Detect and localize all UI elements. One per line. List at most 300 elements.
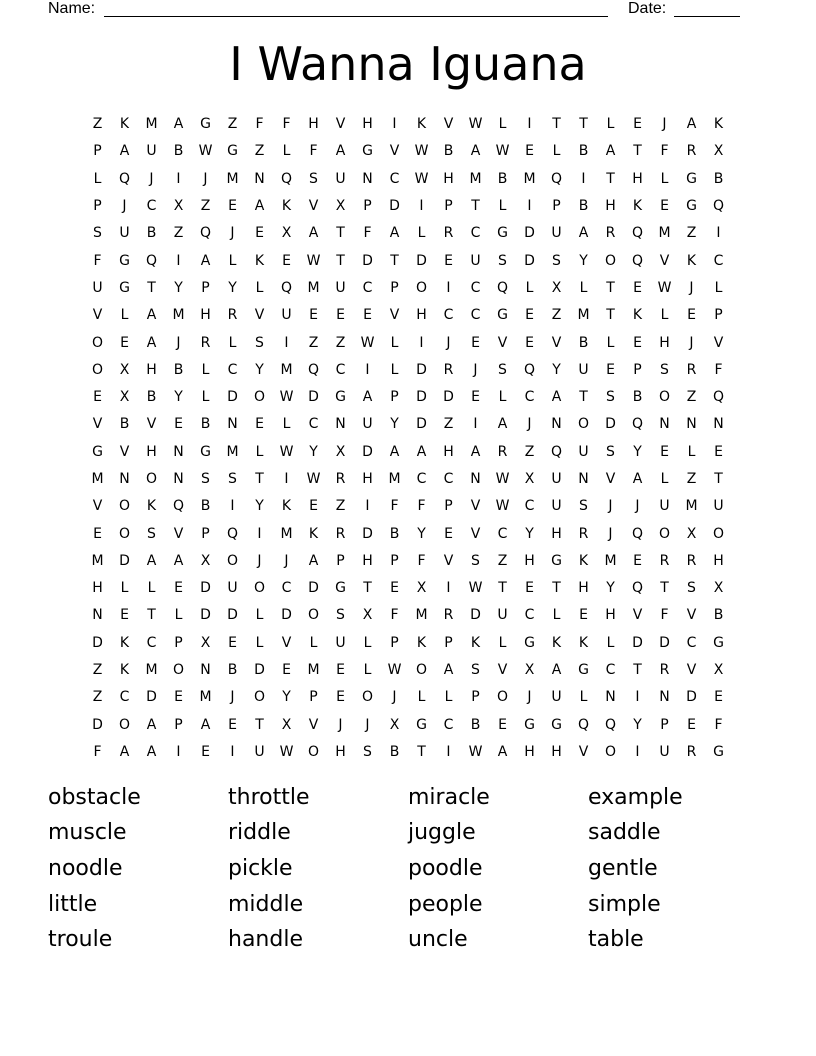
grid-letter: Q [631,225,644,242]
grid-letter: E [120,607,129,624]
grid-letter: G [200,443,211,460]
word-bank-word: people [408,891,483,917]
grid-letter: D [362,525,373,542]
grid-letter: E [444,525,453,542]
grid-letter: F [93,252,102,269]
grid-letter: P [309,689,318,706]
word-bank-word: saddle [588,820,661,846]
grid-letter: B [497,170,508,187]
grid-letter: O [658,389,671,406]
grid-letter: W [306,252,321,269]
grid-row [84,411,732,438]
grid-letter: V [470,525,481,542]
grid-letter: D [281,607,292,624]
grid-letter: F [282,116,291,133]
grid-letter: R [686,143,697,160]
grid-letter: N [119,471,130,487]
grid-letter: L [417,689,426,706]
grid-letter: Q [604,716,617,733]
grid-letter: M [685,498,698,515]
grid-letter: L [687,443,696,460]
grid-letter: P [93,143,102,160]
grid-letter: C [443,716,454,733]
word-bank-word: riddle [228,820,291,846]
grid-letter: X [335,443,346,460]
grid-letter: F [93,743,102,760]
grid-letter: D [227,389,238,406]
grid-letter: M [307,279,320,296]
grid-letter: T [390,252,399,269]
grid-letter: Z [227,116,238,133]
grid-letter: O [253,389,266,406]
grid-row [84,357,732,384]
grid-letter: W [279,443,294,460]
grid-letter: H [146,361,157,378]
grid-letter: E [714,443,723,460]
grid-letter: D [200,607,211,624]
grid-letter: P [444,498,453,515]
grid-letter: V [254,307,265,324]
grid-row [84,684,732,711]
grid-letter: P [390,389,399,406]
grid-letter: E [174,689,183,706]
grid-letter: S [228,471,237,487]
grid-letter: U [227,580,238,597]
grid-letter: Q [577,716,590,733]
grid-letter: L [255,607,264,624]
grid-letter: C [389,170,400,187]
grid-letter: L [309,634,318,651]
grid-letter: W [198,143,213,160]
grid-letter: H [362,552,373,569]
grid-letter: U [551,498,562,515]
grid-letter: H [632,170,643,187]
grid-letter: R [686,361,697,378]
grid-letter: K [632,198,643,215]
grid-letter: Q [199,225,212,242]
grid-letter: T [714,471,723,487]
grid-letter: I [365,361,370,378]
grid-letter: D [119,552,130,569]
grid-letter: E [525,307,534,324]
grid-letter: J [473,361,478,378]
grid-letter: B [200,416,211,433]
grid-letter: P [660,716,669,733]
grid-letter: V [308,198,319,215]
grid-letter: G [713,634,724,651]
grid-letter: N [173,471,184,487]
grid-letter: P [471,689,480,706]
grid-letter: I [230,498,235,515]
grid-letter: L [552,607,561,624]
grid-letter: L [255,279,264,296]
grid-letter: O [172,662,185,679]
grid-letter: P [714,307,723,324]
grid-letter: J [365,716,370,733]
grid-letter: A [308,552,319,569]
grid-letter: D [416,416,427,433]
grid-letter: E [174,580,183,597]
grid-letter: K [632,307,643,324]
grid-letter: T [633,143,642,160]
grid-letter: T [498,580,507,597]
grid-letter: C [470,307,481,324]
grid-letter: D [416,361,427,378]
grid-letter: A [389,443,400,460]
grid-letter: M [172,307,185,324]
grid-letter: S [579,498,588,515]
grid-letter: D [254,662,265,679]
grid-letter: A [146,334,157,351]
grid-letter: G [551,552,562,569]
grid-letter: F [309,143,318,160]
grid-letter: C [713,252,724,269]
grid-letter: M [280,525,293,542]
grid-letter: V [119,443,130,460]
grid-letter: D [443,389,454,406]
grid-letter: A [470,443,481,460]
grid-letter: T [147,607,156,624]
grid-letter: C [524,389,535,406]
grid-letter: J [527,416,532,433]
grid-letter: D [659,634,670,651]
grid-letter: X [389,716,400,733]
grid-letter: K [119,662,130,679]
grid-letter: Z [254,143,265,160]
grid-letter: I [581,170,586,187]
grid-row [84,466,732,493]
grid-letter: P [201,279,210,296]
grid-letter: V [92,498,103,515]
grid-letter: R [605,225,616,242]
grid-letter: D [308,389,319,406]
grid-letter: L [174,607,183,624]
grid-letter: Z [92,689,103,706]
grid-letter: I [446,580,451,597]
grid-row [84,138,732,165]
grid-letter: A [632,471,643,487]
grid-letter: C [416,471,427,487]
worksheet-header [48,0,748,22]
grid-letter: G [335,580,346,597]
grid-letter: D [524,252,535,269]
grid-letter: A [497,416,508,433]
grid-letter: P [174,716,183,733]
grid-letter: L [120,307,129,324]
grid-letter: B [146,389,157,406]
name-label: Name: [48,0,96,17]
grid-letter: T [255,471,264,487]
grid-letter: V [389,307,400,324]
grid-letter: B [713,607,724,624]
grid-letter: E [633,552,642,569]
grid-letter: O [604,252,617,269]
word-bank-word: juggle [408,820,476,846]
grid-letter: L [606,634,615,651]
grid-letter: W [495,143,510,160]
grid-letter: G [713,743,724,760]
word-bank-row [48,922,768,958]
grid-letter: D [146,689,157,706]
word-bank-word: troule [48,927,113,953]
grid-letter: B [389,743,400,760]
grid-letter: J [257,552,262,569]
grid-letter: V [443,552,454,569]
grid-letter: E [498,716,507,733]
grid-letter: K [686,252,697,269]
grid-letter: E [525,334,534,351]
grid-letter: Q [523,361,536,378]
grid-letter: E [336,689,345,706]
word-bank-word: middle [228,891,304,917]
grid-letter: K [254,252,265,269]
grid-letter: J [446,334,451,351]
grid-letter: U [713,498,724,515]
grid-letter: U [659,498,670,515]
grid-letter: U [470,252,481,269]
grid-row [84,193,732,220]
grid-letter: F [417,552,426,569]
grid-letter: A [200,252,211,269]
grid-letter: D [92,634,103,651]
grid-letter: W [279,743,294,760]
grid-letter: O [658,525,671,542]
grid-letter: Q [631,580,644,597]
grid-letter: Q [172,498,185,515]
grid-row [84,220,732,247]
grid-letter: C [470,225,481,242]
grid-letter: S [498,252,507,269]
grid-letter: C [308,416,319,433]
grid-letter: H [551,525,562,542]
grid-letter: E [282,662,291,679]
date-blank-line [674,16,740,17]
grid-letter: Z [335,498,346,515]
grid-letter: W [414,143,429,160]
grid-letter: L [201,361,210,378]
word-bank-word: simple [588,891,661,917]
grid-letter: T [471,198,480,215]
grid-letter: W [495,471,510,487]
grid-letter: Y [552,361,561,378]
grid-letter: D [632,634,643,651]
grid-letter: O [145,471,158,487]
grid-letter: H [443,170,454,187]
grid-letter: R [686,743,697,760]
grid-letter: E [336,662,345,679]
grid-letter: B [443,143,454,160]
word-bank-word: example [588,784,683,810]
grid-letter: B [173,143,184,160]
grid-letter: Q [631,416,644,433]
grid-letter: N [200,662,211,679]
grid-letter: U [578,443,589,460]
word-bank-row [48,851,768,887]
grid-letter: L [417,225,426,242]
grid-letter: I [284,334,289,351]
grid-letter: L [282,416,291,433]
grid-letter: C [497,525,508,542]
grid-letter: I [230,743,235,760]
grid-letter: B [470,716,481,733]
grid-letter: Q [226,525,239,542]
grid-row [84,302,732,329]
grid-letter: Z [443,416,454,433]
grid-letter: S [660,361,669,378]
grid-letter: A [146,716,157,733]
grid-letter: W [387,662,402,679]
grid-letter: Y [390,416,399,433]
grid-letter: Z [200,198,211,215]
grid-letter: M [91,552,104,569]
grid-letter: T [579,389,588,406]
grid-letter: Q [550,443,563,460]
grid-letter: Q [118,170,131,187]
grid-letter: D [227,607,238,624]
grid-letter: V [443,116,454,133]
grid-letter: A [578,225,589,242]
grid-letter: L [552,143,561,160]
grid-letter: L [660,170,669,187]
grid-letter: P [363,198,372,215]
grid-letter: O [118,498,131,515]
grid-letter: V [146,416,157,433]
grid-letter: X [119,361,130,378]
grid-letter: W [360,334,375,351]
grid-letter: P [174,634,183,651]
grid-letter: E [714,689,723,706]
grid-letter: C [443,307,454,324]
grid-letter: C [146,634,157,651]
grid-letter: I [635,743,640,760]
grid-letter: S [471,552,480,569]
grid-letter: N [470,471,481,487]
grid-letter: Q [307,361,320,378]
grid-letter: U [497,607,508,624]
grid-letter: N [92,607,103,624]
grid-letter: F [660,607,669,624]
grid-letter: E [633,116,642,133]
grid-letter: O [118,716,131,733]
grid-letter: E [120,334,129,351]
grid-letter: E [282,252,291,269]
grid-letter: L [498,198,507,215]
grid-letter: J [662,116,667,133]
grid-letter: J [608,498,613,515]
grid-letter: L [363,662,372,679]
grid-letter: L [201,389,210,406]
grid-letter: B [578,334,589,351]
grid-letter: T [606,279,615,296]
grid-letter: V [713,334,724,351]
grid-letter: X [335,198,346,215]
grid-letter: R [443,225,454,242]
grid-letter: O [253,689,266,706]
grid-letter: I [176,252,181,269]
grid-letter: L [255,443,264,460]
grid-letter: A [443,662,454,679]
grid-letter: B [146,225,157,242]
grid-letter: D [416,252,427,269]
grid-letter: F [660,143,669,160]
grid-letter: M [388,471,401,487]
grid-letter: P [444,634,453,651]
grid-letter: V [389,143,400,160]
word-bank-row [48,816,768,852]
grid-letter: U [551,225,562,242]
grid-letter: O [577,416,590,433]
grid-letter: S [336,607,345,624]
grid-letter: R [335,471,346,487]
grid-letter: I [284,471,289,487]
date-label: Date: [628,0,667,17]
grid-letter: B [119,416,130,433]
grid-letter: E [687,307,696,324]
grid-letter: M [226,170,239,187]
grid-letter: P [390,552,399,569]
grid-letter: B [389,525,400,542]
grid-letter: X [713,662,724,679]
grid-letter: E [525,143,534,160]
grid-letter: T [336,225,345,242]
grid-letter: E [228,198,237,215]
grid-letter: Q [280,170,293,187]
word-bank-word: muscle [48,820,127,846]
grid-letter: N [659,689,670,706]
grid-letter: K [551,634,562,651]
grid-letter: N [254,170,265,187]
grid-letter: Q [145,252,158,269]
grid-letter: Z [686,389,697,406]
grid-letter: H [551,743,562,760]
grid-letter: P [336,552,345,569]
grid-letter: H [605,607,616,624]
grid-letter: V [632,607,643,624]
grid-letter: L [255,634,264,651]
grid-letter: G [335,389,346,406]
grid-letter: L [228,252,237,269]
grid-row [84,439,732,466]
grid-letter: V [605,471,616,487]
grid-letter: B [632,389,643,406]
grid-letter: V [497,662,508,679]
grid-letter: G [686,170,697,187]
grid-letter: A [362,389,373,406]
grid-letter: X [119,389,130,406]
grid-letter: E [471,389,480,406]
grid-letter: K [470,634,481,651]
grid-letter: S [606,389,615,406]
grid-letter: X [551,279,562,296]
grid-letter: M [523,170,536,187]
grid-letter: S [687,580,696,597]
grid-letter: Q [712,389,725,406]
grid-letter: X [281,225,292,242]
grid-letter: H [578,580,589,597]
grid-letter: E [687,716,696,733]
grid-letter: G [119,279,130,296]
grid-letter: O [496,689,509,706]
grid-letter: T [363,580,372,597]
grid-letter: Q [496,279,509,296]
grid-letter: S [93,225,102,242]
grid-letter: Y [255,361,264,378]
grid-letter: V [551,334,562,351]
grid-letter: S [363,743,372,760]
grid-letter: A [335,143,346,160]
word-bank-word: noodle [48,855,123,881]
grid-letter: P [444,198,453,215]
